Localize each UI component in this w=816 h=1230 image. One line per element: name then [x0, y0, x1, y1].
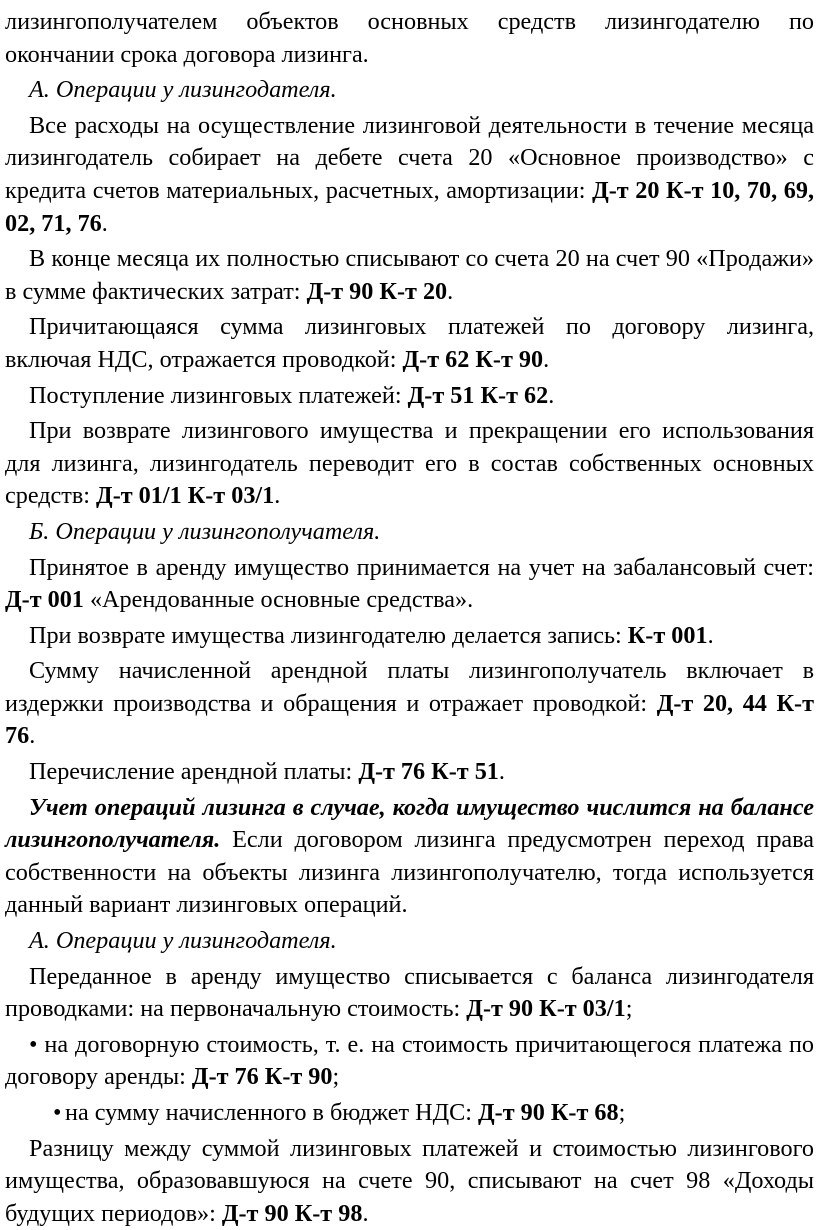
paragraph-deferred-income: Разницу между суммой лизинговых платежей и стоимостью лизингового имущества, образовавшуюся на счете 90, списывают на счет 98 «Доходы будущих периодов»: Д-т 90 К-т 98.	[5, 1134, 814, 1227]
journal-entry: Д-т 90 К-т 68	[478, 1099, 619, 1126]
journal-entry: Д-т 90 К-т 03/1	[466, 995, 626, 1023]
section-heading-lessor-2: А. Операции у лизингодателя.	[29, 927, 337, 955]
journal-entry: Д-т 001	[5, 586, 84, 614]
paragraph-payments-due: Причитающаяся сумма лизинговых платежей по договору лизинга, включая НДС, отражается проводкой: Д-т 62 К-т 90.	[5, 313, 814, 373]
journal-entry: Д-т 51 К-т 62	[407, 381, 549, 409]
journal-entry: Д-т 76 К-т 51	[358, 758, 499, 786]
journal-entry: Д-т 90 К-т 20	[306, 277, 448, 305]
paragraph-asset-return: При возврате лизингового имущества и прекращении его использования для лизинга, лизингодатель переводит его в состав собственных основных средств: Д-т 01/1 К-т 03/1.	[5, 417, 814, 510]
journal-entry: Д-т 20 К-т 10, 70, 69, 02, 71, 76	[5, 176, 814, 237]
paragraph-rent-accrual: Сумму начисленной арендной платы лизингополучатель включает в издержки производства и обращения и отражает проводкой: Д-т 20, 44 К-т 76.	[5, 657, 814, 750]
bullet-icon: •	[53, 1099, 62, 1126]
paragraph-payments-received: Поступление лизинговых платежей: Д-т 51 К-т 62.	[29, 381, 555, 409]
paragraph-return-entry: При возврате имущества лизингодателю делается запись: К-т 001.	[29, 621, 714, 649]
paragraph-rent-transfer: Перечисление арендной платы: Д-т 76 К-т 51.	[29, 758, 505, 786]
inline-heading: Учет операций лизинга в случае, когда имущество числится на балансе лизингополучателя.	[5, 793, 814, 854]
journal-entry: Д-т 76 К-т 90	[191, 1063, 333, 1091]
journal-entry: Д-т 20, 44 К-т 76	[5, 689, 814, 750]
list-item-vat: • на сумму начисленного в бюджет НДС: Д-т 90 К-т 68;	[5, 1097, 814, 1130]
section-heading-lessee: Б. Операции у лизингополучателя.	[29, 517, 381, 545]
section-heading-lessor: А. Операции у лизингодателя.	[29, 76, 337, 104]
journal-entry: К-т 001	[627, 621, 708, 649]
paragraph-off-balance: Принятое в аренду имущество принимается на учет на забалансовый счет: Д-т 001 «Арендованные основные средства».	[5, 553, 814, 614]
paragraph-lessee-balance: Учет операций лизинга в случае, когда имущество числится на балансе лизингополучателя. Если договором лизинга предусмотрен переход права собственности на объекты лизинга лизингополучателю, тогда используется данный вариант лизинговых операций.	[5, 793, 814, 919]
journal-entry: Д-т 62 К-т 90	[402, 345, 544, 373]
paragraph-month-end: В конце месяца их полностью списывают со счета 20 на счет 90 «Продажи» в сумме фактических затрат: Д-т 90 К-т 20.	[5, 245, 814, 305]
paragraph-expenses: Все расходы на осуществление лизинговой деятельности в течение месяца лизингодатель собирает на дебете счета 20 «Основное производство» с кредита счетов материальных, расчетных, амортизации: Д-т 20 К-т 10, 70, 69, 02, 71, 76.	[5, 111, 814, 237]
journal-entry: Д-т 01/1 К-т 03/1	[96, 482, 275, 510]
bullet-icon: •	[29, 1030, 38, 1058]
paragraph-writeoff: Переданное в аренду имущество списывается с баланса лизингодателя проводками: на первоначальную стоимость: Д-т 90 К-т 03/1;	[5, 962, 814, 1023]
list-item-contract-value: • на договорную стоимость, т. е. на стоимость причитающегося платежа по договору аренды: Д-т 76 К-т 90;	[5, 1030, 814, 1091]
journal-entry: Д-т 90 К-т 98	[221, 1199, 363, 1227]
paragraph-continuation: лизингополучателем объектов основных средств лизингодателю по окончании срока договора лизинга.	[5, 8, 814, 68]
